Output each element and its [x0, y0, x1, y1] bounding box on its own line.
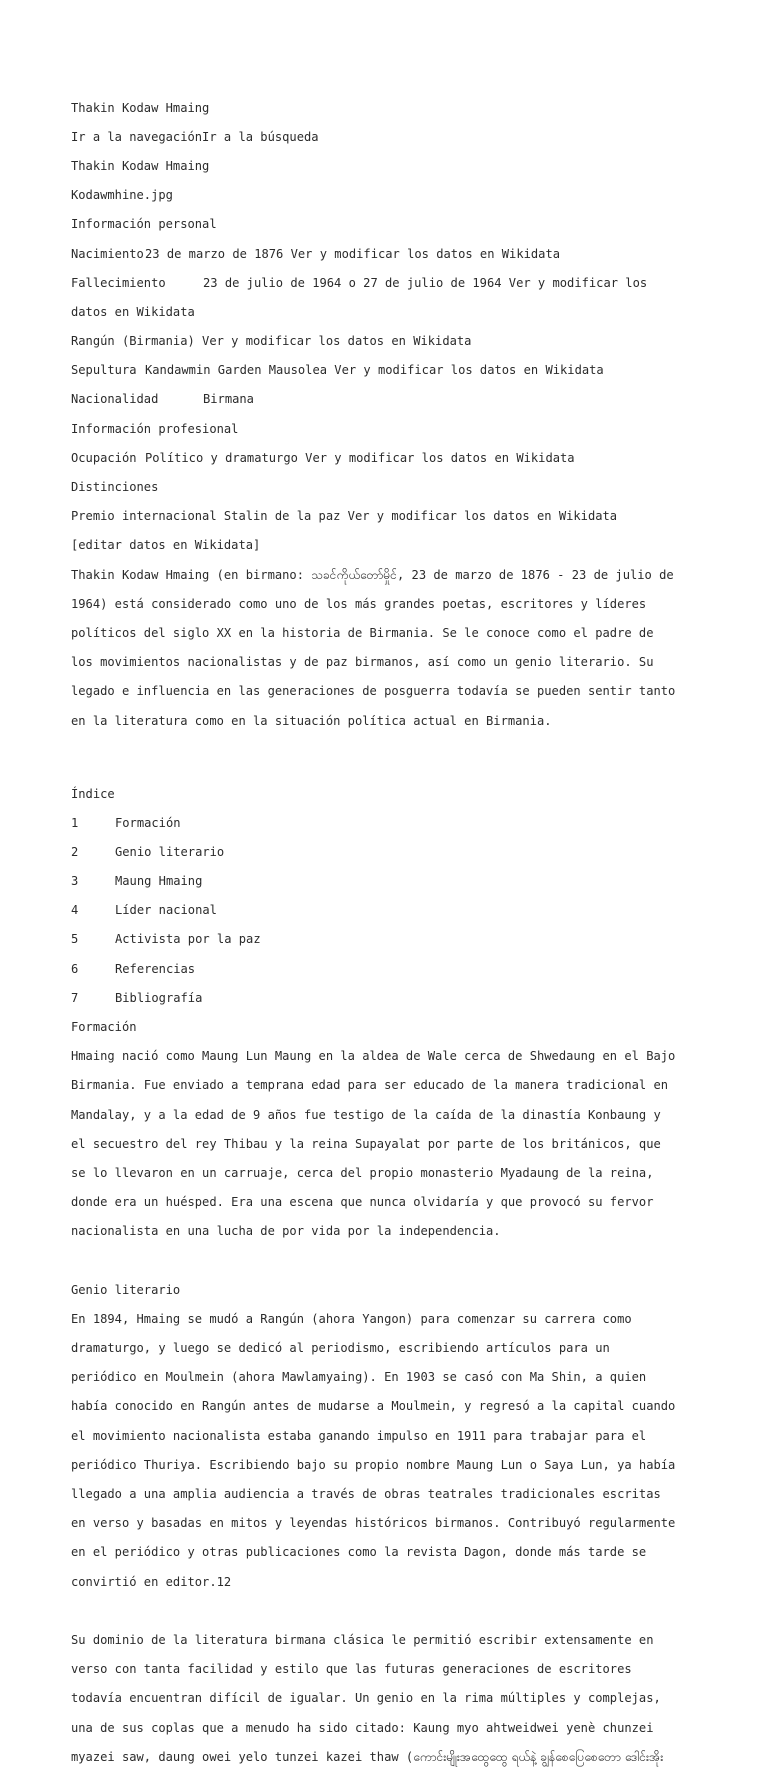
- toc-item-number: 6: [71, 961, 79, 976]
- toc-item-number: 5: [71, 932, 79, 947]
- infobox-nationality-label: Nacionalidad: [71, 392, 159, 407]
- paragraph-line: En 1894, Hmaing se mudó a Rangún (ahora Yangon) para comenzar su carrera como: [71, 1311, 632, 1326]
- paragraph-line: nacionalista en una lucha de por vida por la independencia.: [71, 1224, 501, 1239]
- toc-item-number: 4: [71, 903, 79, 918]
- toc-heading: Índice: [71, 786, 115, 801]
- infobox-death-place: Rangún (Birmania) Ver y modificar los datos en Wikidata: [71, 334, 472, 349]
- infobox-burial-row: [71, 363, 703, 378]
- intro-line-6: en la literatura como en la situación política actual en Birmania.: [71, 713, 552, 728]
- couplet-burmese: ကောင်းမျိုးအထွေထွေ ရယ်နဲ့ ချွန်စေပြေစေတော ဒေါင်းအိုး: [413, 1749, 664, 1764]
- image-filename[interactable]: Kodawmhine.jpg: [71, 188, 173, 203]
- toc-item-label[interactable]: Maung Hmaing: [115, 874, 203, 889]
- intro-line-2: 1964) está considerado como uno de los más grandes poetas, escritores y líderes: [71, 596, 647, 611]
- infobox-burial-label: Sepultura: [71, 363, 137, 378]
- navigation-links[interactable]: Ir a la navegaciónIr a la búsqueda: [71, 129, 319, 144]
- couplet-romanized: myazei saw, daung owei yelo tunzei kazei thaw (: [71, 1749, 414, 1764]
- infobox-death-label: Fallecimiento: [71, 275, 166, 290]
- toc-item[interactable]: [71, 991, 703, 1006]
- infobox-birth-label: Nacimiento: [71, 246, 144, 261]
- section-heading-genio: Genio literario: [71, 1282, 181, 1297]
- spacer: [71, 1254, 703, 1269]
- paragraph-line: donde era un huésped. Era una escena que nunca olvidaría y que provocó su fervor: [71, 1195, 654, 1210]
- toc-item-number: 1: [71, 815, 79, 830]
- toc-item[interactable]: [71, 903, 703, 918]
- edit-wikidata-link[interactable]: [editar datos en Wikidata]: [71, 538, 261, 553]
- article-title: Thakin Kodaw Hmaing: [71, 158, 210, 173]
- toc-item[interactable]: [71, 816, 703, 831]
- paragraph-line: Birmania. Fue enviado a temprana edad para ser educado de la manera tradicional en: [71, 1078, 669, 1093]
- toc-item-label[interactable]: Bibliografía: [115, 990, 203, 1005]
- toc-item-label[interactable]: Activista por la paz: [115, 932, 261, 947]
- paragraph-line: convirtió en editor.12: [71, 1574, 232, 1589]
- intro-line-4: los movimientos nacionalistas y de paz birmanos, así como un genio literario. Su: [71, 655, 654, 670]
- paragraph-line: se lo llevaron en un carruaje, cerca del propio monasterio Myadaung de la reina,: [71, 1165, 654, 1180]
- infobox-personal-heading: Información personal: [71, 217, 217, 232]
- infobox-professional-heading: Información profesional: [71, 421, 239, 436]
- toc-item-number: 2: [71, 844, 79, 859]
- section-heading-formacion: Formación: [71, 1020, 137, 1034]
- burmese-name: သခင်ကိုယ်တော်မှိုင်: [311, 567, 397, 582]
- toc-item[interactable]: [71, 932, 703, 947]
- infobox-occupation-value: Político y dramaturgo Ver y modificar los datos en Wikidata: [145, 450, 575, 465]
- paragraph-line: Mandalay, y a la edad de 9 años fue testigo de la caída de la dinastía Konbaung y: [71, 1107, 661, 1122]
- document-page: [71, 86, 703, 1779]
- intro-text-b: , 23 de marzo de 1876 - 23 de julio de: [397, 567, 674, 582]
- toc-item-label[interactable]: Genio literario: [115, 844, 225, 859]
- infobox-death-value: 23 de julio de 1964 o 27 de julio de 1964 Ver y modificar los: [203, 275, 648, 290]
- paragraph-line: en el periódico y otras publicaciones como la revista Dagon, donde más tarde se: [71, 1545, 647, 1560]
- paragraph-line: había conocido en Rangún antes de mudarse a Moulmein, y regresó a la capital cuando: [71, 1399, 676, 1414]
- paragraph-line: Hmaing nació como Maung Lun Maung en la aldea de Wale cerca de Shwedaung en el Bajo: [71, 1049, 676, 1064]
- toc-item[interactable]: [71, 874, 703, 889]
- spacer: [71, 1604, 703, 1619]
- intro-line-1: [71, 568, 703, 583]
- page-title: Thakin Kodaw Hmaing: [71, 100, 210, 115]
- infobox-death-row: [71, 276, 703, 291]
- infobox-death-value-cont: datos en Wikidata: [71, 304, 195, 319]
- intro-text-a: Thakin Kodaw Hmaing (en birmano:: [71, 567, 312, 582]
- toc-item-label[interactable]: Referencias: [115, 961, 196, 976]
- infobox-nationality-value: Birmana: [203, 392, 254, 407]
- infobox-distinctions-heading: Distinciones: [71, 480, 159, 495]
- toc-item-label[interactable]: Formación: [115, 815, 181, 830]
- paragraph-line-last: [71, 1750, 703, 1765]
- paragraph-line: periódico en Moulmein (ahora Mawlamyaing). En 1903 se casó con Ma Shin, a quien: [71, 1370, 647, 1385]
- intro-line-5: legado e influencia en las generaciones de posguerra todavía se pueden sentir tanto: [71, 684, 676, 699]
- paragraph-line: verso con tanta facilidad y estilo que las futuras generaciones de escritores: [71, 1662, 632, 1677]
- paragraph-line: dramaturgo, y luego se dedicó al periodismo, escribiendo artículos para un: [71, 1341, 610, 1356]
- paragraph-line: llegado a una amplia audiencia a través de obras teatrales tradicionales escritas: [71, 1487, 661, 1501]
- infobox-occupation-row: [71, 451, 703, 466]
- paragraph-line: el movimiento nacionalista estaba ganando impulso en 1911 para trabajar para el: [71, 1428, 647, 1443]
- paragraph-line: Su dominio de la literatura birmana clásica le permitió escribir extensamente en: [71, 1632, 654, 1647]
- spacer: [71, 743, 703, 772]
- toc-item-label[interactable]: Líder nacional: [115, 903, 217, 918]
- paragraph-line: todavía encuentran difícil de igualar. Un genio en la rima múltiples y complejas,: [71, 1691, 661, 1706]
- intro-line-3: políticos del siglo XX en la historia de Birmania. Se le conoce como el padre de: [71, 625, 654, 640]
- paragraph-line: el secuestro del rey Thibau y la reina Supayalat por parte de los británicos, que: [71, 1136, 661, 1151]
- infobox-burial-value: Kandawmin Garden Mausolea Ver y modificar los datos en Wikidata: [145, 363, 604, 378]
- infobox-birth-row: [71, 247, 703, 262]
- paragraph-line: periódico Thuriya. Escribiendo bajo su propio nombre Maung Lun o Saya Lun, ya había: [71, 1457, 676, 1472]
- infobox-occupation-label: Ocupación: [71, 450, 137, 465]
- paragraph-line: en verso y basadas en mitos y leyendas históricos birmanos. Contribuyó regularmente: [71, 1516, 676, 1531]
- toc-item-number: 3: [71, 874, 79, 889]
- toc-item[interactable]: [71, 962, 703, 977]
- toc-item-number: 7: [71, 990, 79, 1005]
- paragraph-line: una de sus coplas que a menudo ha sido citado: Kaung myo ahtweidwei yenè chunzei: [71, 1720, 654, 1735]
- infobox-birth-value: 23 de marzo de 1876 Ver y modificar los datos en Wikidata: [145, 246, 561, 261]
- toc-item[interactable]: [71, 845, 703, 860]
- infobox-distinctions-value: Premio internacional Stalin de la paz Ver y modificar los datos en Wikidata: [71, 509, 618, 524]
- infobox-nationality-row: [71, 392, 703, 407]
